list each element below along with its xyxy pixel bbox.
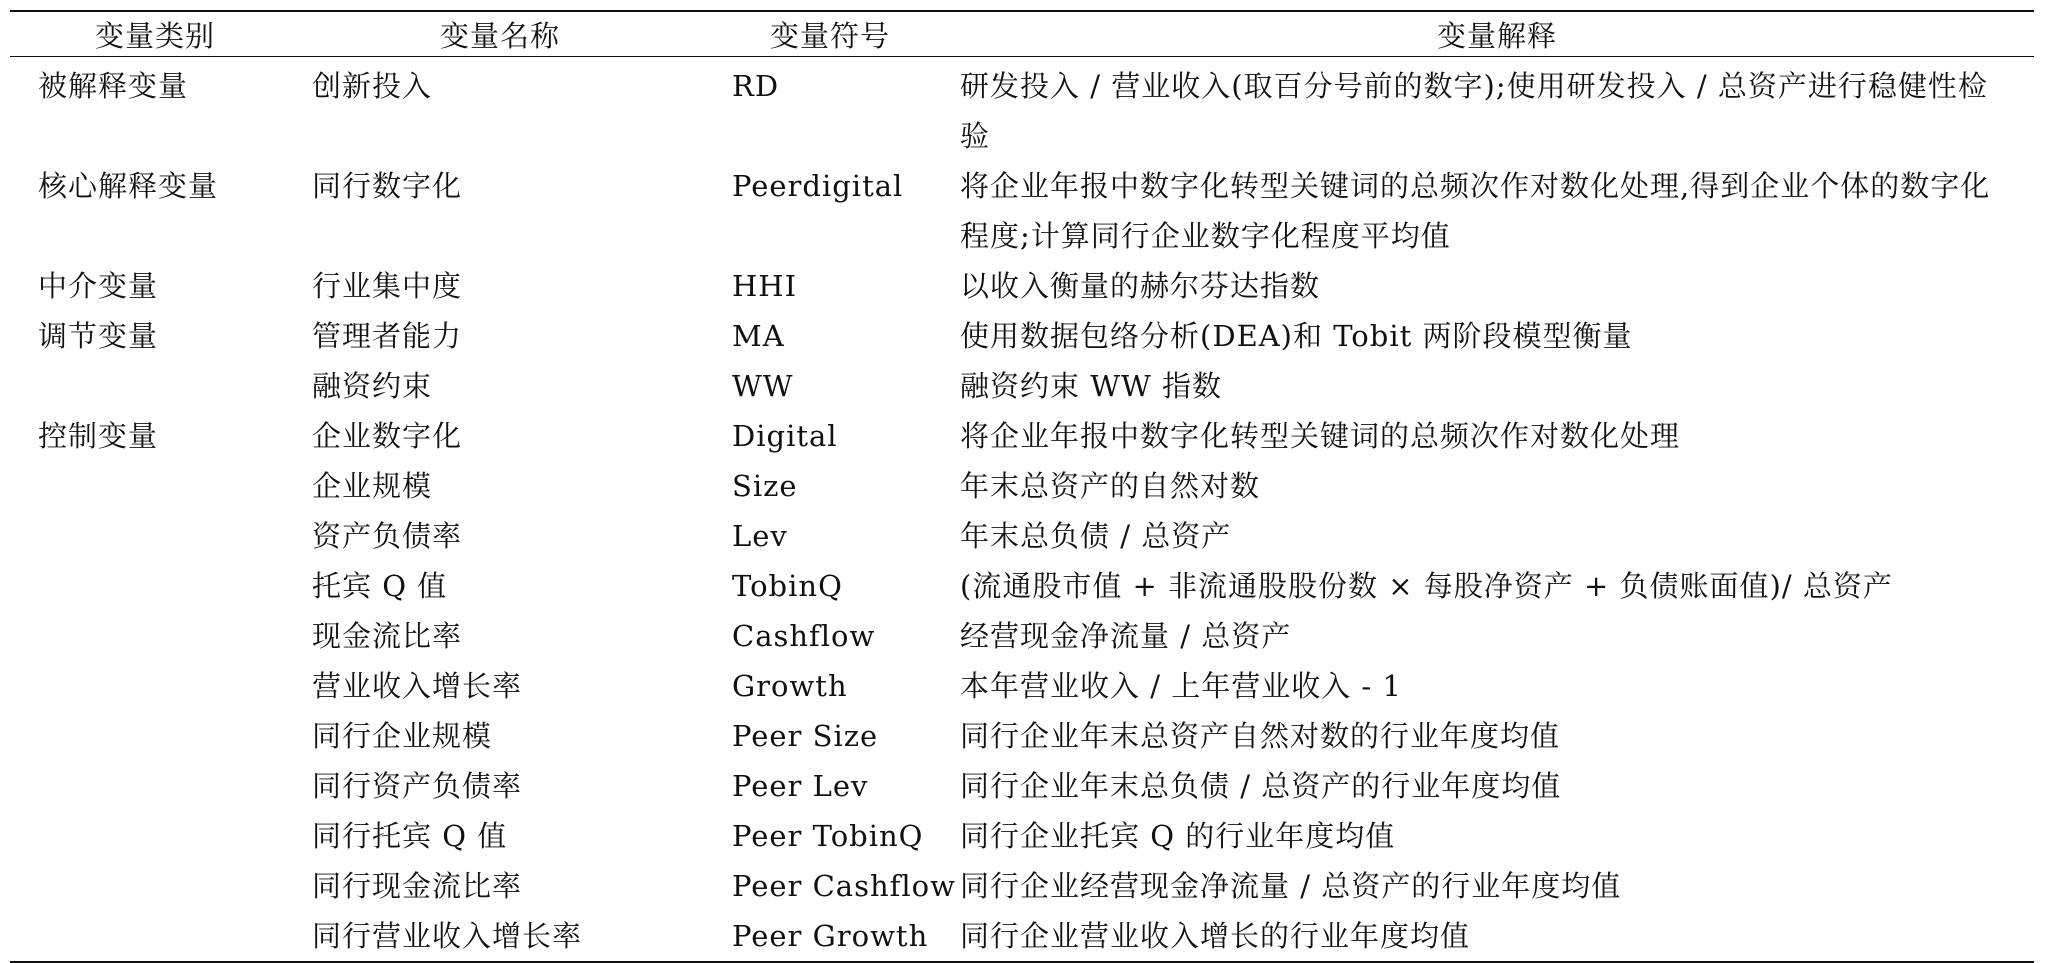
cell-explanation: 使用数据包络分析(DEA)和 Tobit 两阶段模型衡量 xyxy=(960,319,1633,353)
cell-symbol: MA xyxy=(732,319,785,353)
cell-name: 同行企业规模 xyxy=(312,719,493,753)
table-row xyxy=(10,761,2034,811)
cell-name: 行业集中度 xyxy=(312,269,463,303)
cell-symbol: Peer Growth xyxy=(732,919,929,953)
cell-name: 现金流比率 xyxy=(312,619,463,653)
cell-category xyxy=(10,711,300,761)
cell-category: 调节变量 xyxy=(38,319,159,353)
cell-symbol: Peer Size xyxy=(732,719,879,753)
cell-explanation: 年末总负债 / 总资产 xyxy=(960,519,1232,553)
cell-category xyxy=(10,361,300,411)
cell-category xyxy=(10,461,300,511)
cell-name: 创新投入 xyxy=(312,69,433,103)
cell-symbol: Peer TobinQ xyxy=(732,819,924,853)
cell-category xyxy=(10,811,300,861)
cell-explanation: 同行企业年末总资产自然对数的行业年度均值 xyxy=(960,719,1561,753)
table-row xyxy=(10,611,2034,661)
table-row xyxy=(10,911,2034,962)
cell-symbol: Peer Cashflow xyxy=(732,869,956,903)
cell-symbol: Peerdigital xyxy=(732,169,904,203)
cell-symbol: Digital xyxy=(732,419,838,453)
cell-explanation: 同行企业托宾 Q 的行业年度均值 xyxy=(960,819,1396,853)
table-row xyxy=(10,811,2034,861)
cell-name: 企业规模 xyxy=(312,469,433,503)
cell-name: 管理者能力 xyxy=(312,319,463,353)
table-row xyxy=(10,361,2034,411)
cell-category xyxy=(10,861,300,911)
cell-name: 资产负债率 xyxy=(312,519,463,553)
cell-explanation: 同行企业营业收入增长的行业年度均值 xyxy=(960,919,1471,953)
table-row xyxy=(10,261,2034,311)
table-row xyxy=(10,711,2034,761)
cell-explanation: 经营现金净流量 / 总资产 xyxy=(960,619,1292,653)
cell-explanation: 同行企业年末总负债 / 总资产的行业年度均值 xyxy=(960,769,1562,803)
cell-symbol: Cashflow xyxy=(732,619,876,653)
cell-name: 同行数字化 xyxy=(312,169,463,203)
cell-name: 托宾 Q 值 xyxy=(312,569,448,603)
cell-explanation: 以收入衡量的赫尔芬达指数 xyxy=(960,269,1321,303)
cell-category: 中介变量 xyxy=(38,269,159,303)
table-row xyxy=(10,411,2034,461)
cell-symbol: WW xyxy=(732,369,794,403)
table-header xyxy=(10,11,2034,57)
cell-name: 企业数字化 xyxy=(312,419,463,453)
cell-explanation: 年末总资产的自然对数 xyxy=(960,469,1261,503)
header-row xyxy=(10,11,2034,57)
cell-symbol: Peer Lev xyxy=(732,769,869,803)
cell-symbol: Lev xyxy=(732,519,788,553)
cell-symbol: RD xyxy=(732,69,780,103)
cell-explanation: 同行企业经营现金净流量 / 总资产的行业年度均值 xyxy=(960,869,1622,903)
table-row xyxy=(10,861,2034,911)
cell-category xyxy=(10,661,300,711)
cell-name: 同行现金流比率 xyxy=(312,869,523,903)
table-body xyxy=(10,57,2034,963)
header-explanation: 变量解释 xyxy=(1436,18,1557,53)
cell-name: 营业收入增长率 xyxy=(312,669,523,703)
cell-name: 同行营业收入增长率 xyxy=(312,919,583,953)
cell-explanation: 将企业年报中数字化转型关键词的总频次作对数化处理,得到企业个体的数字化程度;计算同行企业数字化程度平均值 xyxy=(960,169,1991,253)
cell-category: 控制变量 xyxy=(38,419,159,453)
header-name: 变量名称 xyxy=(439,18,560,53)
cell-explanation: 本年营业收入 / 上年营业收入 - 1 xyxy=(960,669,1402,703)
cell-category xyxy=(10,911,300,962)
cell-explanation: (流通股市值 + 非流通股股份数 × 每股净资产 + 负债账面值)/ 总资产 xyxy=(960,569,1893,603)
cell-category xyxy=(10,611,300,661)
table-row xyxy=(10,57,2034,162)
table-row xyxy=(10,511,2034,561)
cell-name: 融资约束 xyxy=(312,369,433,403)
cell-category: 被解释变量 xyxy=(38,69,189,103)
table-row xyxy=(10,461,2034,511)
table-row xyxy=(10,561,2034,611)
table-row xyxy=(10,311,2034,361)
cell-name: 同行托宾 Q 值 xyxy=(312,819,508,853)
cell-category xyxy=(10,761,300,811)
cell-category: 核心解释变量 xyxy=(38,169,219,203)
variable-definition-table xyxy=(10,10,2034,963)
cell-category xyxy=(10,561,300,611)
cell-category xyxy=(10,511,300,561)
table-row xyxy=(10,161,2034,261)
cell-symbol: TobinQ xyxy=(732,569,843,603)
cell-symbol: Growth xyxy=(732,669,848,703)
cell-symbol: HHI xyxy=(732,269,798,303)
variable-definition-table-container xyxy=(10,10,2034,963)
header-symbol: 变量符号 xyxy=(769,18,890,53)
cell-explanation: 将企业年报中数字化转型关键词的总频次作对数化处理 xyxy=(960,419,1681,453)
cell-explanation: 研发投入 / 营业收入(取百分号前的数字);使用研发投入 / 总资产进行稳健性检验 xyxy=(960,69,1988,153)
header-category: 变量类别 xyxy=(94,18,215,53)
table-row xyxy=(10,661,2034,711)
cell-name: 同行资产负债率 xyxy=(312,769,523,803)
cell-explanation: 融资约束 WW 指数 xyxy=(960,369,1223,403)
cell-symbol: Size xyxy=(732,469,798,503)
